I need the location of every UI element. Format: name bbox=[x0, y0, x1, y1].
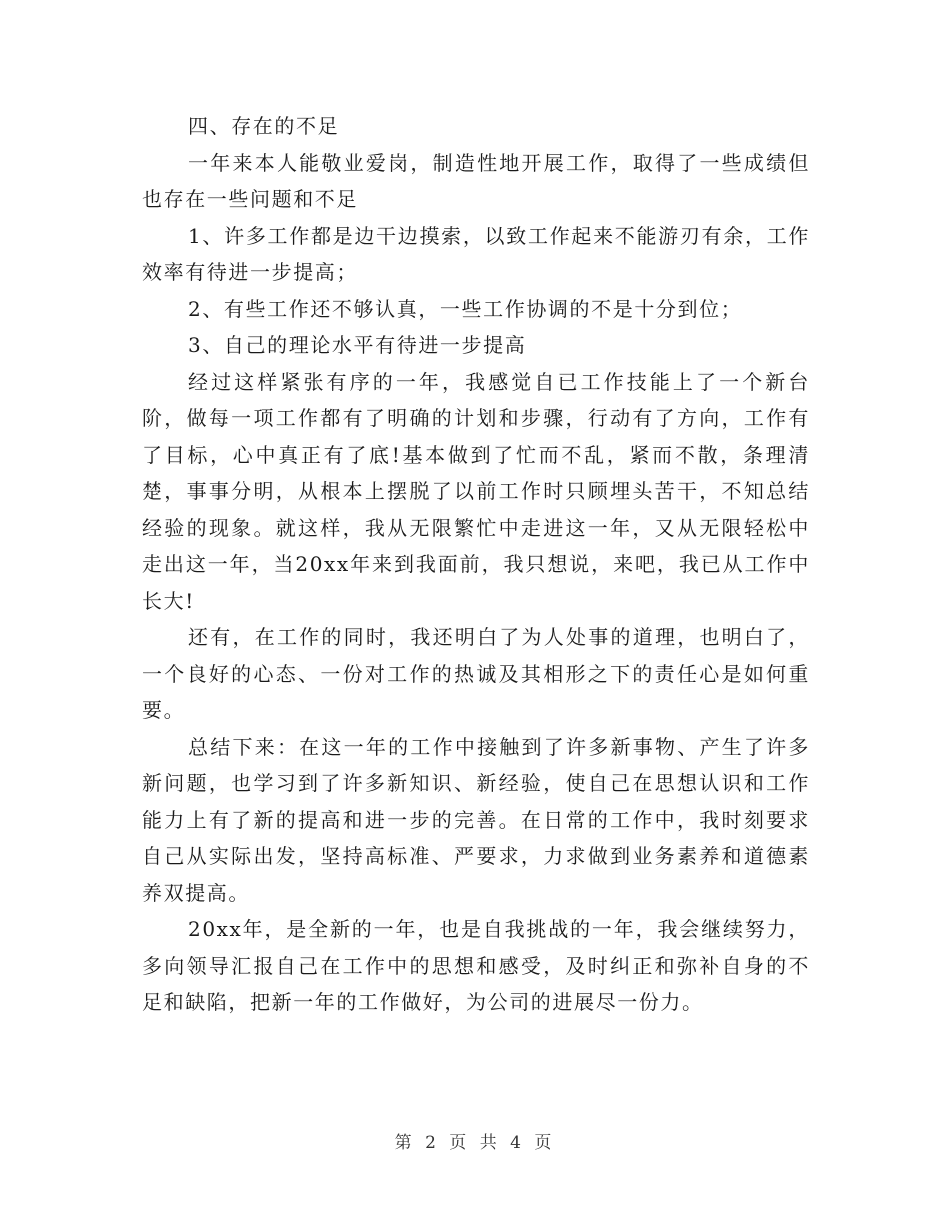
body-paragraph: 总结下来：在这一年的工作中接触到了许多新事物、产生了许多新问题，也学习到了许多新知识、新经验，使自己在思想认识和工作能力上有了新的提高和进一步的完善。在日常的工作中，我时刻要求自己从实际出发，坚持高标准、严要求，力求做到业务素养和道德素养双提高。 bbox=[142, 734, 810, 905]
body-paragraph: 20xx年，是全新的一年，也是自我挑战的一年，我会继续努力，多向领导汇报自己在工作中的思想和感受，及时纠正和弥补自身的不足和缺陷，把新一年的工作做好，为公司的进展尽一份力。 bbox=[142, 917, 810, 1014]
list-item: 1、许多工作都是边干边摸索，以致工作起来不能游刃有余，工作效率有待进一步提高； bbox=[142, 223, 810, 284]
body-paragraph: 还有，在工作的同时，我还明白了为人处事的道理，也明白了，一个良好的心态、一份对工作的热诚及其相形之下的责任心是如何重要。 bbox=[142, 625, 810, 722]
page-number-footer: 第 2 页 共 4 页 bbox=[394, 1133, 556, 1153]
body-paragraph: 一年来本人能敬业爱岗，制造性地开展工作，取得了一些成绩但也存在一些问题和不足 bbox=[142, 150, 810, 211]
document-body bbox=[142, 108, 810, 1021]
body-paragraph: 经过这样紧张有序的一年，我感觉自已工作技能上了一个新台阶，做每一项工作都有了明确的计划和步骤，行动有了方向，工作有了目标，心中真正有了底!基本做到了忙而不乱，紧而不散，条理清楚，事事分明，从根本上摆脱了以前工作时只顾埋头苦干，不知总结经验的现象。就这样，我从无限繁忙中走进这一年，又从无限轻松中走出这一年，当20xx年来到我面前，我只想说，来吧，我已从工作中长大! bbox=[142, 369, 810, 613]
list-item: 2、有些工作还不够认真，一些工作协调的不是十分到位； bbox=[188, 296, 743, 321]
section-heading: 四、存在的不足 bbox=[188, 114, 340, 138]
list-item: 3、自己的理论水平有待进一步提高 bbox=[188, 333, 527, 357]
